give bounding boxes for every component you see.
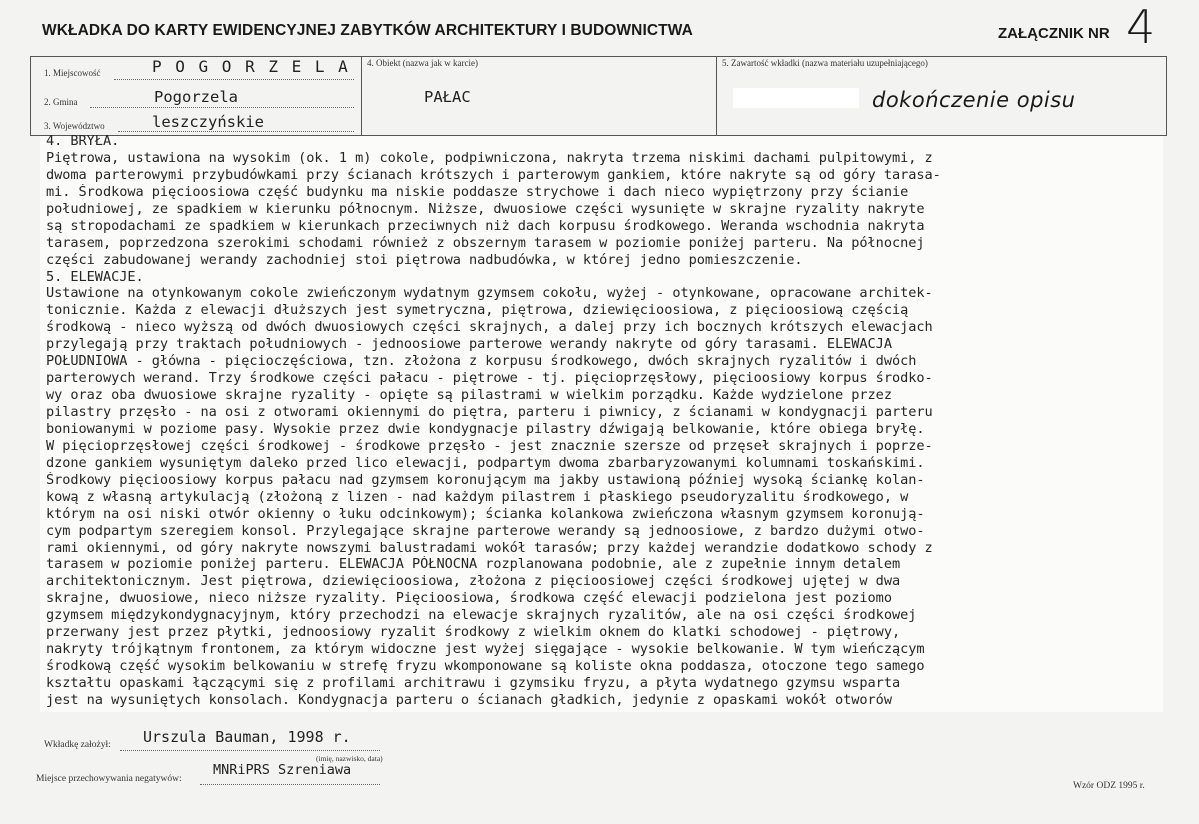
author-value: Urszula Bauman, 1998 r. [143, 728, 351, 746]
voivodeship-value: leszczyńskie [152, 113, 264, 131]
description-line: dzone gankiem wysuniętym daleko przed lico elewacji, podpartym dwoma zbarbaryzowanymi kolumnami toskańskimi. [46, 454, 925, 471]
card-title: WKŁADKA DO KARTY EWIDENCYJNEJ ZABYTKÓW ARCHITEKTURY I BUDOWNICTWA [42, 22, 693, 39]
description-line: cym podpartym szeregiem konsol. Przylegające skrajne parterowe werandy są jednoosiowe, z bardzo dużymi otwo- [46, 522, 925, 539]
description-line: przylegają przy traktach południowych - jednoosiowe parterowe werandy nakryte od góry tarasami. ELEWACJA [46, 336, 892, 353]
locality-label: 1. Miejscowość [44, 68, 101, 78]
negatives-value: MNRiPRS Szreniawa [213, 762, 352, 778]
description-line: rami okiennymi, od góry nakryte nowszymi balustradami wokół tarasów; przy każdej werandzie dodatkowo schody z [46, 539, 933, 556]
author-note: (imię, nazwisko, data) [316, 754, 383, 763]
grid-left-line [30, 56, 31, 135]
description-line: środkową - nieco wyższą od dwóch dwuosiowych części skrajnych, a dalej przy ich bocznych krótszych elewacjach [46, 319, 933, 336]
description-line: 4. BRYŁA. [46, 133, 120, 149]
description-line: architektonicznym. Jest piętrowa, dziewięcioosiowa, złożona z pięcioosiowej części środkowej ujętej w dwa [46, 573, 901, 590]
voivodeship-label: 3. Województwo [44, 121, 105, 131]
description-line: skrajne, dwuosiowe, nieco niższe ryzality. Pięcioosiowa, środkowa część elewacji podzielona jest poziomo [46, 590, 892, 607]
description-line: Środkowy pięcioosiowy korpus pałacu nad gzymsem koronującym ma jakby ustawioną później wysoką ściankę kolan- [46, 471, 925, 488]
description-line: kową z własną artykulacją (złożoną z lizen - nad każdym pilastrem i płaskiego pseudoryzalitu środkowego, w [46, 488, 909, 505]
description-line: południowej, ze spadkiem w kierunku północnym. Niższe, dwuosiowe części wysunięte w skrajne ryzality nakryte [46, 200, 925, 217]
pattern-tag: Wzór ODZ 1995 r. [1073, 781, 1145, 791]
description-line: są stropodachami ze spadkiem w kierunkach przeciwnych niż dach korpusu środkowego. Weranda wschodnia nakryta [46, 217, 925, 234]
description-line: 5. ELEWACJE. [46, 268, 144, 285]
description-line: jest na wysuniętych konsolach. Kondygnacja parteru o ścianach gładkich, jedynie z opaskami wokół otworów [46, 691, 892, 708]
object-label: 4. Obiekt (nazwa jak w karcie) [367, 58, 478, 68]
grid-right-line [1166, 56, 1167, 135]
author-dotted-line [120, 750, 380, 751]
description-line: tarasem w poziomie poniżej parteru. ELEWACJA PÓŁNOCNA rozplanowana podobnie, ale z zupełnie innym detalem [46, 556, 901, 573]
grid-divider-2 [716, 56, 717, 135]
voivodeship-dotted-line [118, 131, 354, 132]
content-value: dokończenie opisu [872, 88, 1076, 112]
description-line: boniowanymi w poziome pasy. Wysokie przez dwie kondygnacje pilastry dźwigają belkowanie, które obiega bryłę. [46, 420, 925, 437]
description-line: którym na osi niski otwór okienny o łuku odcinkowym); ścianka kolankowa zwieńczona własnym gzymsem koronują- [46, 505, 925, 522]
description-line: dwoma parterowymi przybudówkami przy ścianach krótszych i parterowym gankiem, które nakryte są od góry tarasa- [46, 166, 941, 183]
card-header [0, 0, 1199, 56]
description-line: nakryty trójkątnym frontonem, za którym widoczne jest wyżej sięgające - wysokie belkowanie. W tym wieńczącym [46, 641, 925, 658]
description-line: Ustawione na otynkowanym cokole zwieńczonym wydatnym gzymsem cokołu, wyżej - otynkowane, opracowane architek- [46, 285, 933, 302]
annex-number: 4 [1126, 0, 1156, 54]
description-line: pilastry przęsło - na osi z otworami okiennymi do piętra, parteru i piwnicy, z ścianami w kondygnacji parteru [46, 404, 933, 420]
annex-label: ZAŁĄCZNIK NR [998, 25, 1110, 42]
content-label: 5. Zawartość wkładki (nazwa materiału uzupełniającego) [722, 58, 928, 68]
description-line: Piętrowa, ustawiona na wysokim (ok. 1 m) cokole, podpiwniczona, nakryta trzema niskimi dachami pulpitowymi, z [46, 149, 933, 166]
locality-dotted-line [114, 79, 354, 80]
description-line: części zabudowanej werandy zachodniej stoi piętrowa nadbudówka, w której jedno pomieszczenie. [46, 251, 803, 268]
commune-value: Pogorzela [154, 88, 238, 106]
description-line: gzymsem międzykondygnacyjnym, który przechodzi na elewacje skrajnych ryzalitów, ale na osi części środkowej [46, 607, 917, 624]
description-line: wy oraz oba dwuosiowe skrajne ryzality - opięte są pilastrami w wielkim porządku. Każde wydzielone przez [46, 387, 892, 404]
description-line: POŁUDNIOWA - główna - pięcioczęściowa, tzn. złożona z korpusu środkowego, dwóch skrajnych ryzalitów i dwóch [46, 353, 917, 370]
description-line: tonicznie. Każda z elewacji dłuższych jest symetryczna, piętrowa, dziewięcioosiowa, z pięcioosiową częścią [46, 302, 909, 319]
description-line: przerwany jest przez płytki, jednoosiowy ryzalit środkowy z wielkim oknem do klatki schodowej - piętrowy, [46, 624, 901, 641]
commune-dotted-line [90, 107, 354, 108]
description-line: środkową część wysokim belkowaniu w strefę fryzu wkomponowane są koliste okna poddasza, otoczone tego samego [46, 658, 925, 675]
description-line: tarasem, poprzedzona szerokimi schodami również z obszernym tarasem w poziomie poniżej parteru. Na północnej [46, 234, 925, 251]
negatives-label: Miejsce przechowywania negatywów: [36, 774, 182, 784]
description-line: parterowych werand. Trzy środkowe części pałacu - piętrowe - tj. pięcioprzęsłowy, pięcioosiowy korpus środko- [46, 370, 933, 387]
description-line: mi. Środkowa pięcioosiowa część budynku ma niskie poddasze strychowe i dach nieco wypiętrzony przy ścianie [46, 183, 909, 200]
description-text [46, 133, 1162, 709]
description-line: W pięcioprzęsłowej części środkowej - środkowe przęsło - jest znacznie szersze od przęseł skrajnych i poprze- [46, 437, 933, 454]
commune-label: 2. Gmina [44, 97, 78, 107]
redacted-area [733, 88, 859, 108]
negatives-dotted-line [200, 784, 380, 785]
author-label: Wkładkę założył: [44, 740, 111, 750]
grid-divider-1 [361, 56, 362, 135]
locality-value: P O G O R Z E L A [152, 57, 350, 76]
description-line: kształtu opaskami łączącymi się z profilami architrawu i gzymsiku fryzu, a płyta wydatnego gzymsu wsparta [46, 675, 901, 691]
object-value: PAŁAC [424, 88, 471, 106]
